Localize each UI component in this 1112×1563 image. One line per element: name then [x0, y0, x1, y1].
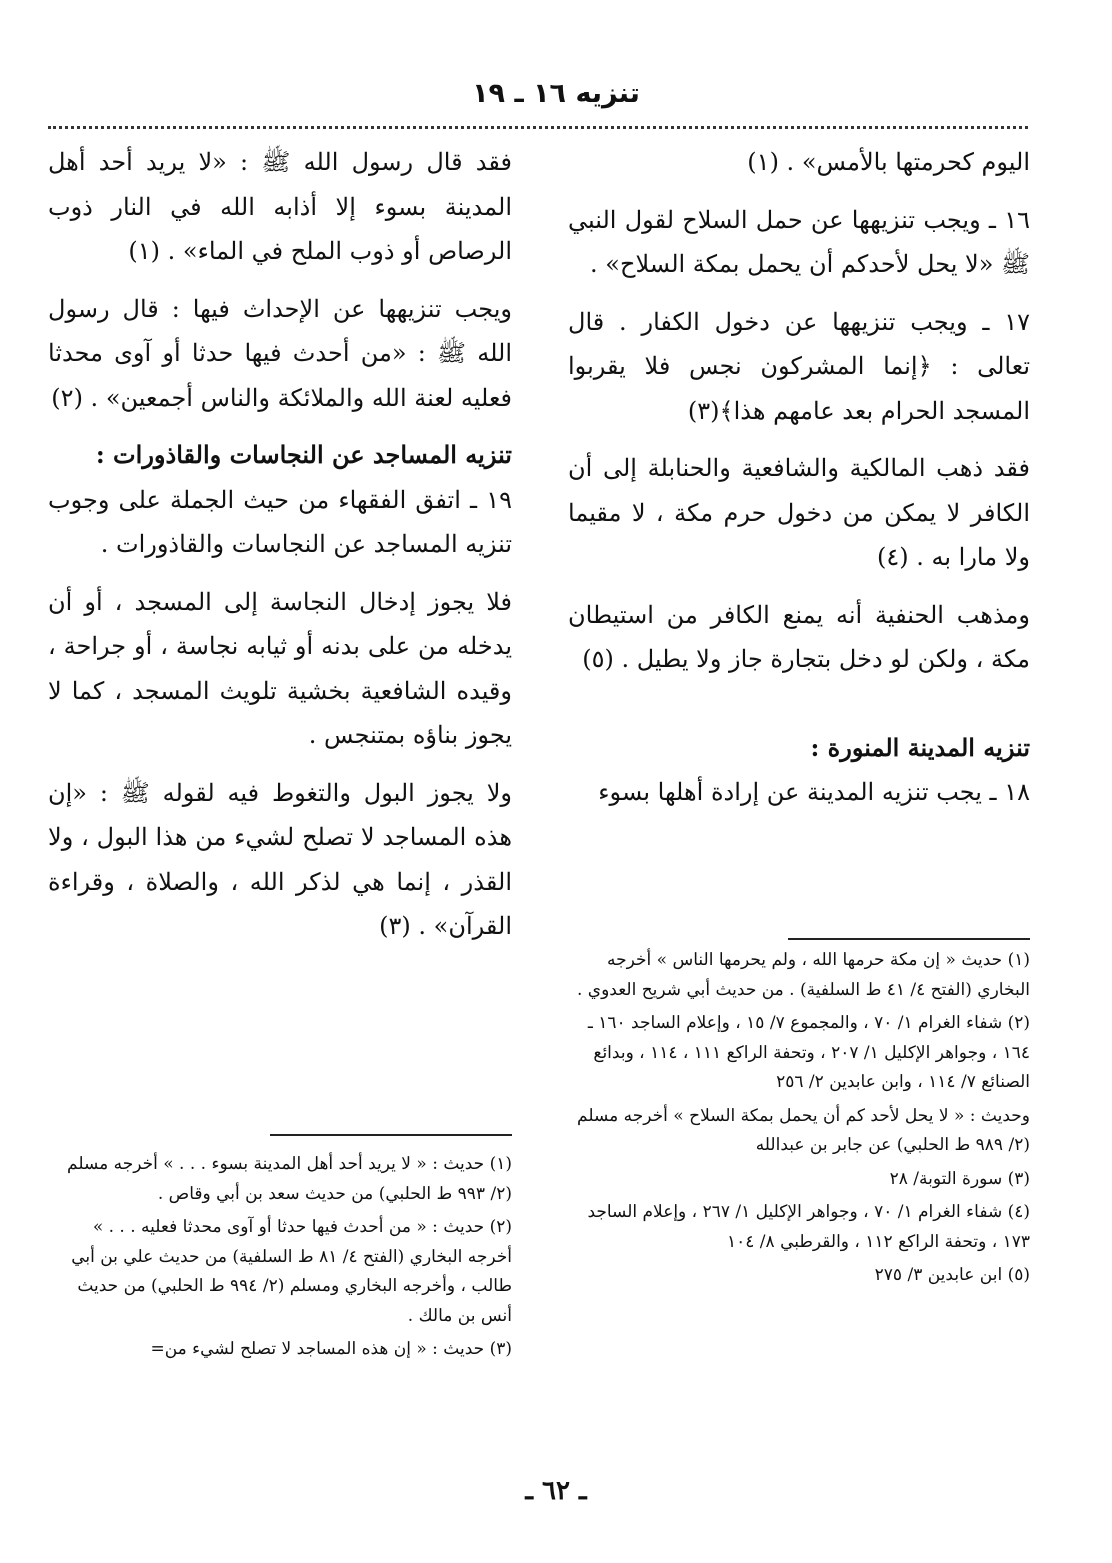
footnote: (٢) حديث : « من أحدث فيها حدثا أو آوى محدثا فعليه . . . » أخرجه البخاري (الفتح ٤/ ٨١ ط السلفية) من حديث علي بن أبي طالب ، وأخرجه البخاري ومسلم (٢/ ٩٩٤ ط الحلبي) من حديث أنس بن مالك . [71, 1217, 512, 1326]
footnote: (٣) حديث : « إن هذه المساجد لا تصلح لشيء من= [150, 1339, 512, 1359]
footnote: (١) حديث : « لا يريد أحد أهل المدينة بسوء . . . » أخرجه مسلم (٢/ ٩٩٣ ط الحلبي) من حديث سعد بن أبي وقاص . [67, 1154, 512, 1204]
footnote: (٢) شفاء الغرام ١/ ٧٠ ، والمجموع ٧/ ١٥ ، وإعلام الساجد ١٦٠ ـ ١٦٤ ، وجواهر الإكليل ١/ ٢٠٧ ، وتحفة الراكع ١١١ ، ١١٤ ، وبدائع الصنائع ٧/ ١١٤ ، وابن عابدين ٢/ ٢٥٦ [587, 1013, 1030, 1092]
paragraph: ١٦ ـ ويجب تنزيهها عن حمل السلاح لقول النبي ﷺ «لا يحل لأحدكم أن يحمل بمكة السلاح» . [568, 205, 1030, 278]
footnote: وحديث : « لا يحل لأحد كم أن يحمل بمكة السلاح » أخرجه مسلم (٢/ ٩٨٩ ط الحلبي) عن جابر بن عبدالله [577, 1105, 1030, 1155]
paragraph: اليوم كحرمتها بالأمس» . (١) [747, 148, 1030, 176]
footnote: (٥) ابن عابدين ٣/ ٢٧٥ [874, 1265, 1030, 1285]
footnote: (١) حديث « إن مكة حرمها الله ، ولم يحرمها الناس » أخرجه البخاري (الفتح ٤/ ٤١ ط السلفية) . من حديث أبي شريح العدوي . [576, 950, 1030, 1000]
paragraph: ولا يجوز البول والتغوط فيه لقوله ﷺ : «إن هذه المساجد لا تصلح لشيء من هذا البول ، ولا القذر ، إنما هي لذكر الله ، والصلاة ، وقراءة القرآن» . (٣) [48, 778, 512, 940]
left-column [48, 140, 512, 962]
paragraph: ١٧ ـ ويجب تنزيهها عن دخول الكفار . قال تعالى : ﴿إنما المشركون نجس فلا يقربوا المسجد الحرام بعد عامهم هذا﴾(٣) [568, 307, 1030, 425]
paragraph: ومذهب الحنفية أنه يمنع الكافر من استيطان مكة ، ولكن لو دخل بتجارة جاز ولا يطيل . (٥) [568, 600, 1030, 673]
paragraph: ١٨ ـ يجب تنزيه المدينة عن إرادة أهلها بسوء [598, 778, 1030, 806]
footnote-separator [270, 1134, 512, 1136]
paragraph: فقد قال رسول الله ﷺ : «لا يريد أحد أهل المدينة بسوء إلا أذابه الله في النار ذوب الرصاص أو ذوب الملح في الماء» . (١) [48, 148, 512, 265]
footnotes-left [48, 1150, 512, 1369]
section-heading: تنزيه المدينة المنورة : [810, 732, 1030, 762]
paragraph: فلا يجوز إدخال النجاسة إلى المسجد ، أو أن يدخله من على بدنه أو ثيابه نجاسة ، أو جراحة ، وقيده الشافعية بخشية تلويث المسجد ، كما لا يجوز بناؤه بمتنجس . [48, 587, 512, 749]
page-title: تنزيه ١٦ ـ ١٩ [472, 78, 640, 109]
section-heading: تنزيه المساجد عن النجاسات والقاذورات : [95, 440, 512, 469]
page-header [0, 78, 1112, 109]
header-dotted-rule [48, 126, 1028, 129]
right-column [568, 140, 1030, 828]
footnote-separator [788, 938, 1030, 940]
paragraph: ويجب تنزيهها عن الإحداث فيها : قال رسول الله ﷺ : «من أحدث فيها حدثا أو آوى محدثا فعليه لعنة الله والملائكة والناس أجمعين» . (٢) [48, 294, 512, 412]
footnotes-right [568, 946, 1030, 1295]
footnote: (٣) سورة التوبة/ ٢٨ [889, 1168, 1030, 1189]
footnote: (٤) شفاء الغرام ١/ ٧٠ ، وجواهر الإكليل ١/ ٢٦٧ ، وإعلام الساجد ١٧٣ ، وتحفة الراكع ١١٢ ، والقرطبي ٨/ ١٠٤ [587, 1202, 1030, 1252]
page-number: ـ ٦٢ ـ [525, 1476, 587, 1506]
paragraph: ١٩ ـ اتفق الفقهاء من حيث الجملة على وجوب تنزيه المساجد عن النجاسات والقاذورات . [48, 485, 512, 558]
paragraph: فقد ذهب المالكية والشافعية والحنابلة إلى أن الكافر لا يمكن من دخول حرم مكة ، لا مقيما ولا مارا به . (٤) [568, 454, 1030, 571]
